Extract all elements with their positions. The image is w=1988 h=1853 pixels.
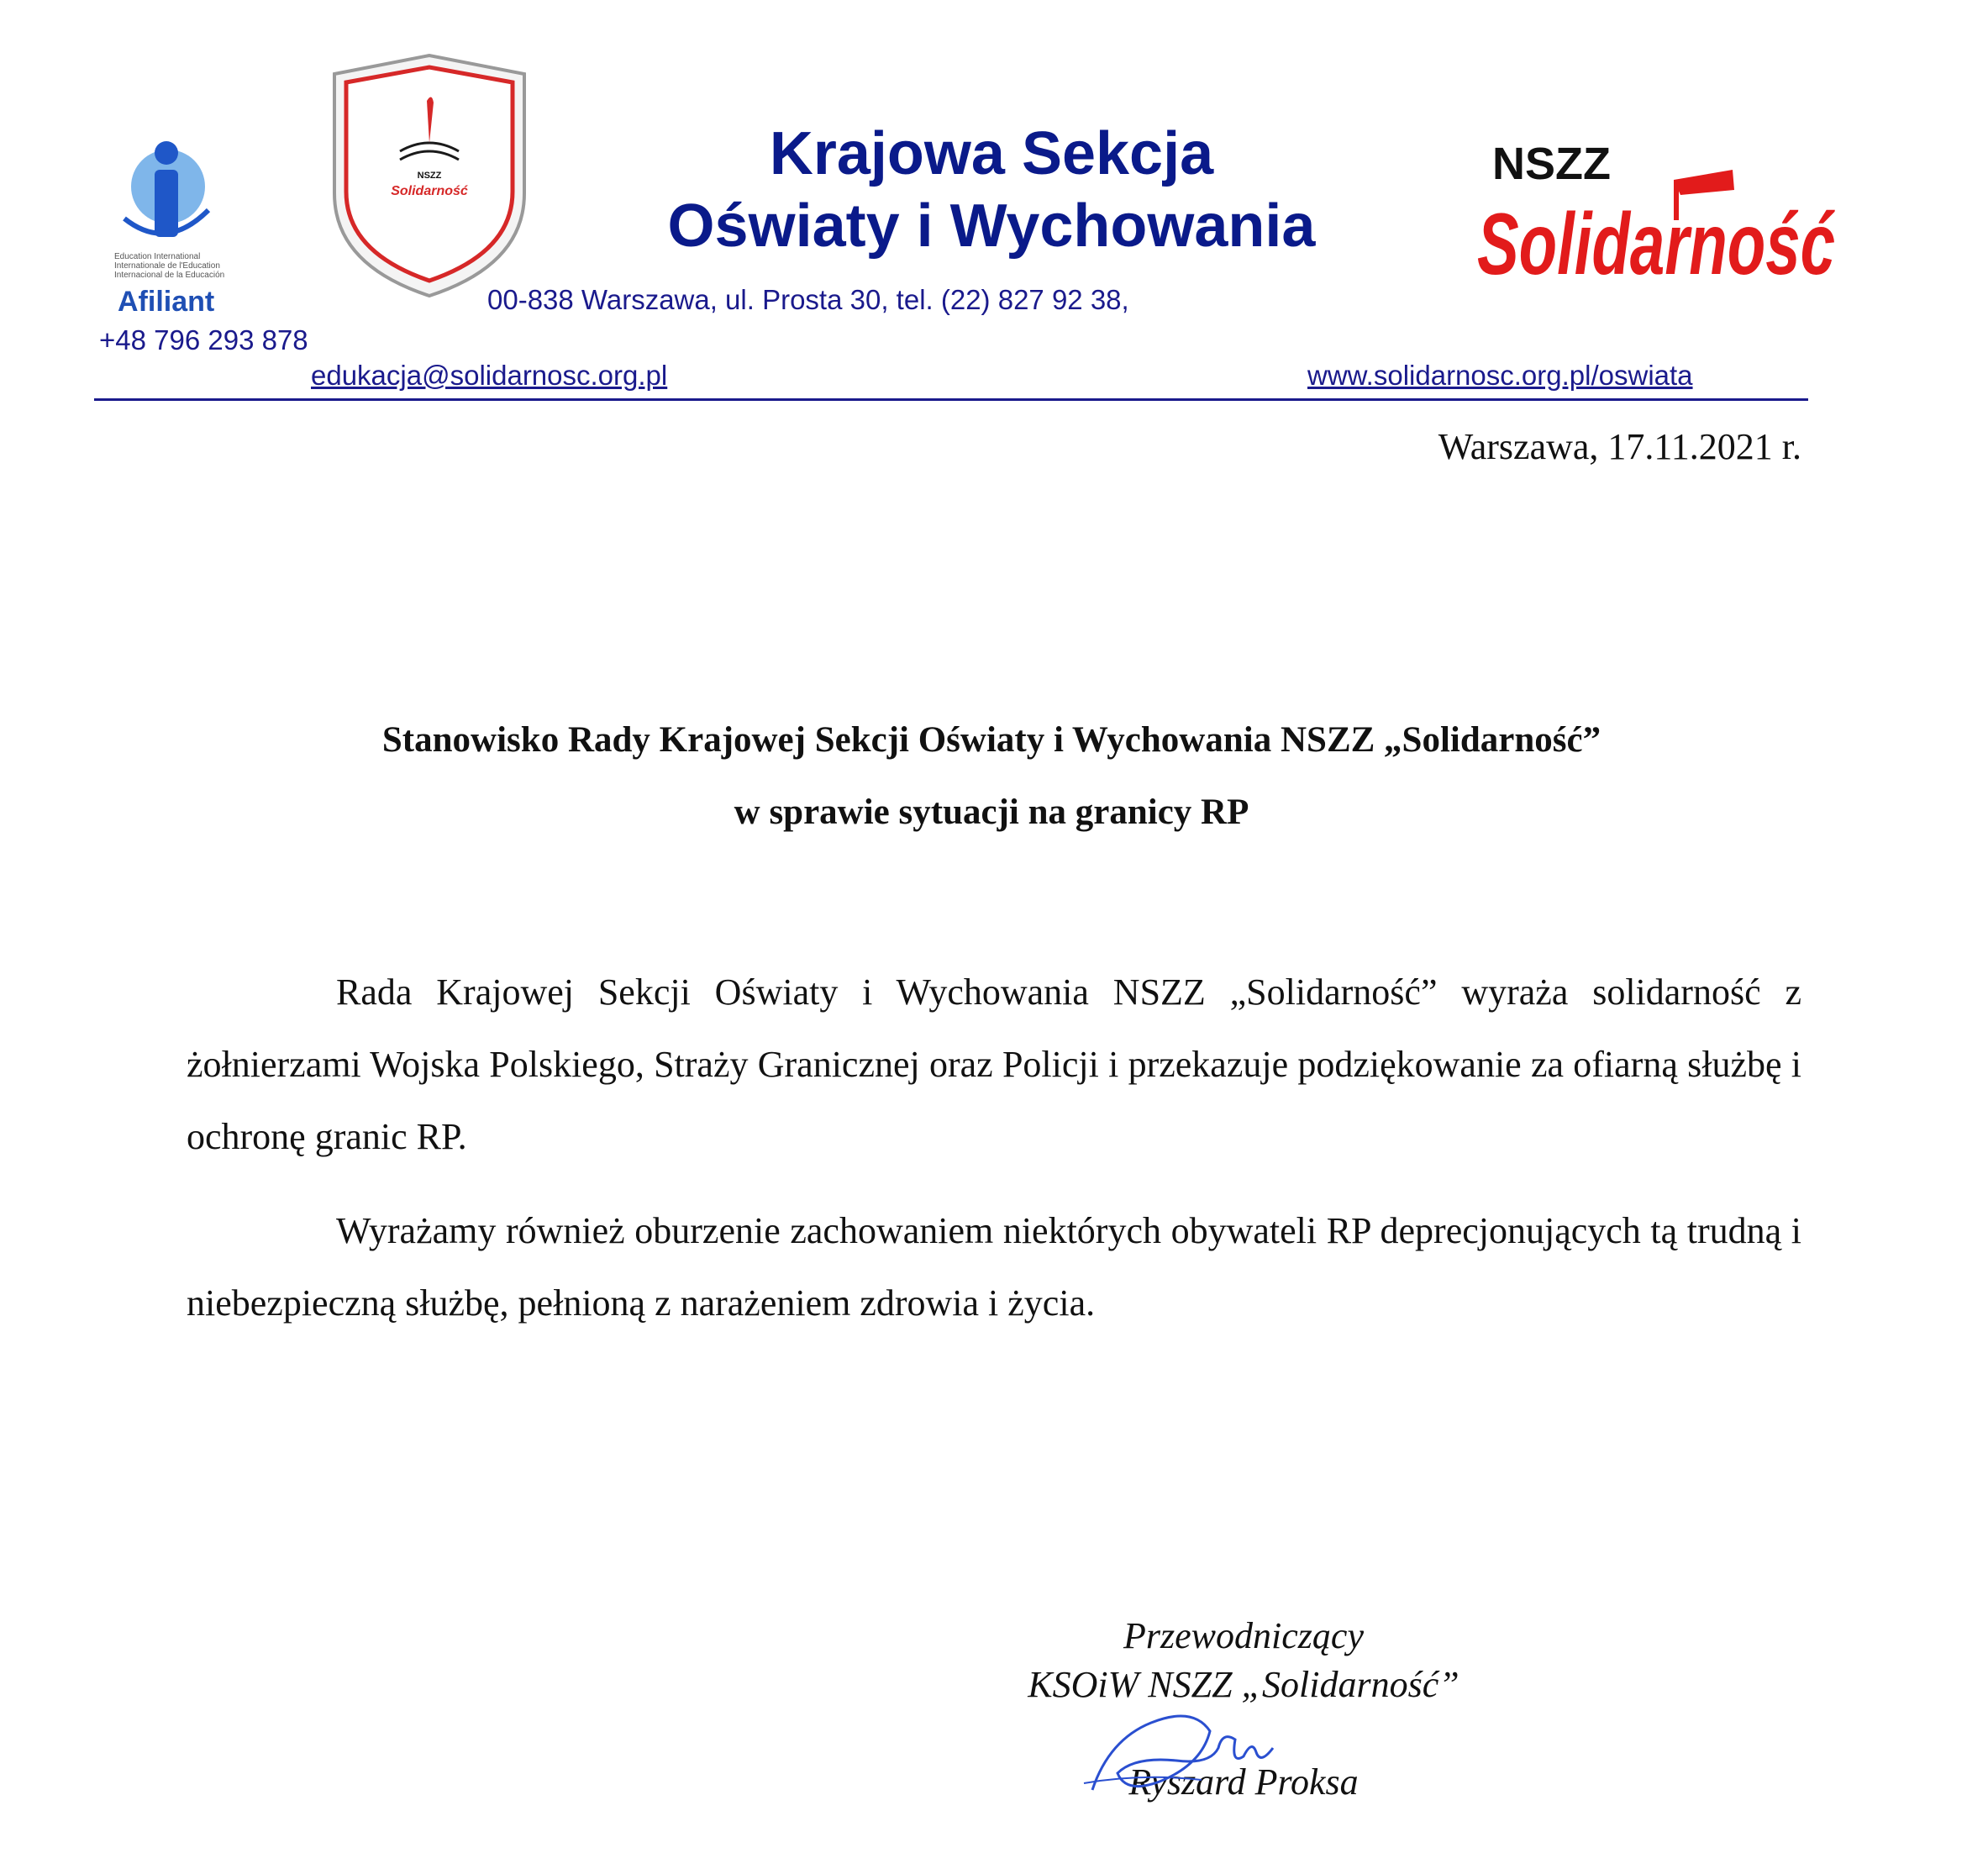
signatory-title: Przewodniczący	[1123, 1615, 1364, 1656]
phone-number: +48 796 293 878	[99, 324, 308, 355]
organization-address: 00-838 Warszawa, ul. Prosta 30, tel. (22) 827 92 38,	[487, 284, 1129, 315]
solidarnosc-logo	[1472, 165, 1842, 291]
website-link[interactable]: www.solidarnosc.org.pl/oswiata	[1307, 360, 1693, 391]
shield-solidarnosc-text: Solidarność	[391, 184, 468, 198]
document-date: Warszawa, 17.11.2021 r.	[1438, 426, 1801, 467]
nszz-label: NSZZ	[1492, 139, 1611, 189]
solidarnosc-logo-text: Solidarność	[1477, 196, 1836, 293]
signatory-name: Ryszard Proksa	[1128, 1761, 1359, 1803]
heading-line-2: w sprawie sytuacji na granicy RP	[734, 792, 1249, 832]
title-line-1: Krajowa Sekcja	[769, 120, 1214, 187]
shield-nszz-text: NSZZ	[417, 171, 442, 181]
ksoiw-shield-logo	[324, 50, 534, 303]
handwritten-signature	[1076, 1689, 1328, 1807]
email-link[interactable]: edukacja@solidarnosc.org.pl	[311, 360, 668, 391]
signatory-organization: KSOiW NSZZ „Solidarność”	[1028, 1664, 1459, 1705]
afiliant-label: Afiliant	[118, 286, 215, 318]
document-heading	[168, 704, 1815, 849]
header-divider	[94, 398, 1808, 401]
body-paragraph-2: Wyrażamy również oburzenie zachowaniem niektórych obywateli RP deprecjonujących tą trudną i niebezpieczną służbę, pełnioną z narażeniem zdrowia i życia.	[187, 1210, 1801, 1324]
body-paragraph-1: Rada Krajowej Sekcji Oświaty i Wychowania NSZZ „Solidarność” wyraża solidarność z żołnierzami Wojska Polskiego, Straży Granicznej oraz Policji i przekazuje podziękowanie za ofiarną służbę i ochronę granic RP.	[187, 971, 1801, 1157]
organization-title	[605, 118, 1378, 262]
ei-logo-caption: Education International Internationale de l'Education Internacional de la Educación	[114, 252, 225, 280]
title-line-2: Oświaty i Wychowania	[667, 192, 1316, 260]
heading-line-1: Stanowisko Rady Krajowej Sekcji Oświaty i Wychowania NSZZ „Solidarność”	[381, 720, 1601, 760]
